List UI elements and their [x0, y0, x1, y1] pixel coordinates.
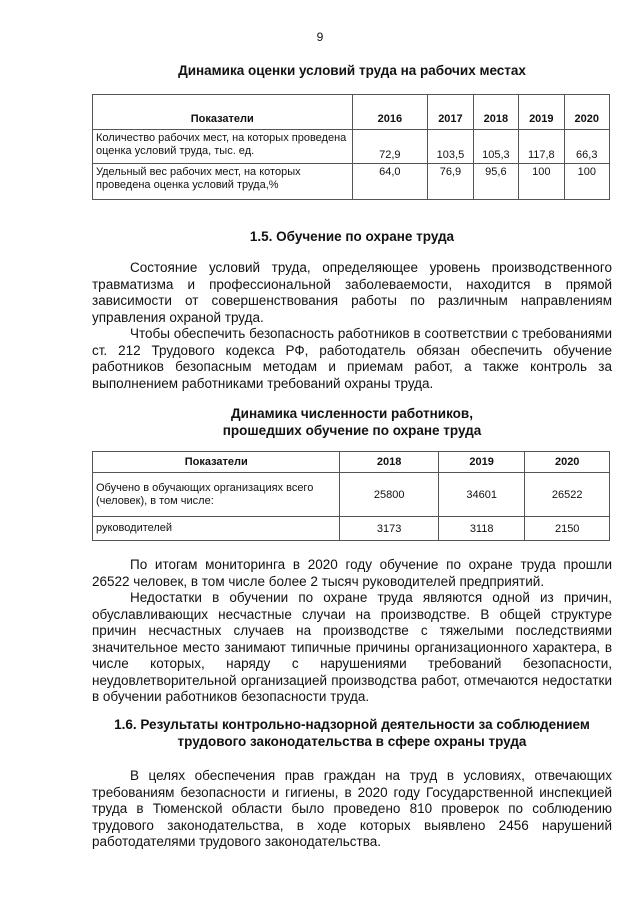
column-header: Показатели [93, 95, 353, 130]
column-header: Показатели [93, 452, 340, 473]
cell-value: 117,8 [519, 130, 564, 164]
column-header: 2018 [340, 452, 438, 473]
table2-title [92, 405, 612, 439]
row-label: Обучено в обучающих организациях всего (человек), в том числе: [93, 473, 340, 517]
cell-value: 76,9 [428, 164, 473, 200]
column-header: 2020 [564, 95, 609, 130]
table2-title-line1: Динамика численности работников, [231, 406, 473, 421]
cell-value: 3173 [340, 517, 438, 541]
cell-value: 66,3 [564, 130, 609, 164]
cell-value: 26522 [525, 473, 610, 517]
supervision-paragraphs [92, 768, 612, 851]
section-title-line2: трудового законодательства в сфере охраны труда [177, 734, 527, 749]
cell-value: 100 [519, 164, 564, 200]
column-header: 2018 [473, 95, 518, 130]
section-title-supervision [92, 716, 612, 750]
section-title-line1: 1.6. Результаты контрольно-надзорной деятельности за соблюдением [114, 717, 590, 732]
cell-value: 95,6 [473, 164, 518, 200]
paragraph: В целях обеспечения прав граждан на труд в условиях, отвечающих требованиям безопасности и гигиены, в 2020 году Государственной инспекцией труда в Тюменской области было проведено 810 проверок по соблюдению трудового законодательства, в ходе которых выявлено 2456 нарушений работодателями трудового законодательства. [92, 768, 612, 849]
cell-value: 100 [564, 164, 609, 200]
table2-title-line2: прошедших обучение по охране труда [222, 423, 482, 438]
row-label: Удельный вес рабочих мест, на которых проведена оценка условий труда,% [93, 164, 353, 200]
section-title-training: 1.5. Обучение по охране труда [249, 229, 455, 244]
working-conditions-table [92, 94, 610, 200]
table1-title: Динамика оценки условий труда на рабочих местах [178, 63, 526, 78]
cell-value: 3118 [438, 517, 525, 541]
table-row [93, 164, 610, 200]
row-label: Количество рабочих мест, на которых проведена оценка условий труда, тыс. ед. [93, 130, 353, 164]
paragraph: Состояние условий труда, определяющее уровень производственного травматизма и профессиональной заболеваемости, находится в прямой зависимости от совершенствования работы по различным направлениям управления охраной труда. [92, 260, 612, 325]
paragraph: По итогам мониторинга в 2020 году обучение по охране труда прошли 26522 человек, в том числе более 2 тысяч руководителей предприятий. [92, 557, 612, 589]
paragraph: Чтобы обеспечить безопасность работников в соответствии с требованиями ст. 212 Трудового кодекса РФ, работодатель обязан обеспечить обучение работников безопасным методам и приемам работ, а также контроль за выполнением работниками требований охраны труда. [92, 326, 612, 391]
cell-value: 105,3 [473, 130, 518, 164]
column-header: 2019 [438, 452, 525, 473]
table-header-row [93, 452, 610, 473]
column-header: 2017 [428, 95, 473, 130]
column-header: 2016 [352, 95, 428, 130]
row-label: руководителей [93, 517, 340, 541]
cell-value: 2150 [525, 517, 610, 541]
cell-value: 64,0 [352, 164, 428, 200]
page-number: 9 [316, 30, 324, 44]
table-row [93, 130, 610, 164]
table-row [93, 473, 610, 517]
column-header: 2020 [525, 452, 610, 473]
training-table [92, 451, 610, 541]
column-header: 2019 [519, 95, 564, 130]
table-row [93, 517, 610, 541]
training-paragraphs [92, 260, 612, 392]
monitoring-paragraphs [92, 557, 612, 706]
table-header-row [93, 95, 610, 130]
cell-value: 103,5 [428, 130, 473, 164]
cell-value: 72,9 [352, 130, 428, 164]
cell-value: 25800 [340, 473, 438, 517]
paragraph: Недостатки в обучении по охране труда являются одной из причин, обуславливающих несчастные случаи на производстве. В общей структуре причин несчастных случаев на производстве с тяжелыми последствиями значительное место занимают типичные причины организационного характера, в числе которых, наряду с нарушениями требований безопасности, неудовлетворительной организацией производства работ, отмечаются недостатки в обучении работников безопасности труда. [92, 590, 612, 704]
cell-value: 34601 [438, 473, 525, 517]
